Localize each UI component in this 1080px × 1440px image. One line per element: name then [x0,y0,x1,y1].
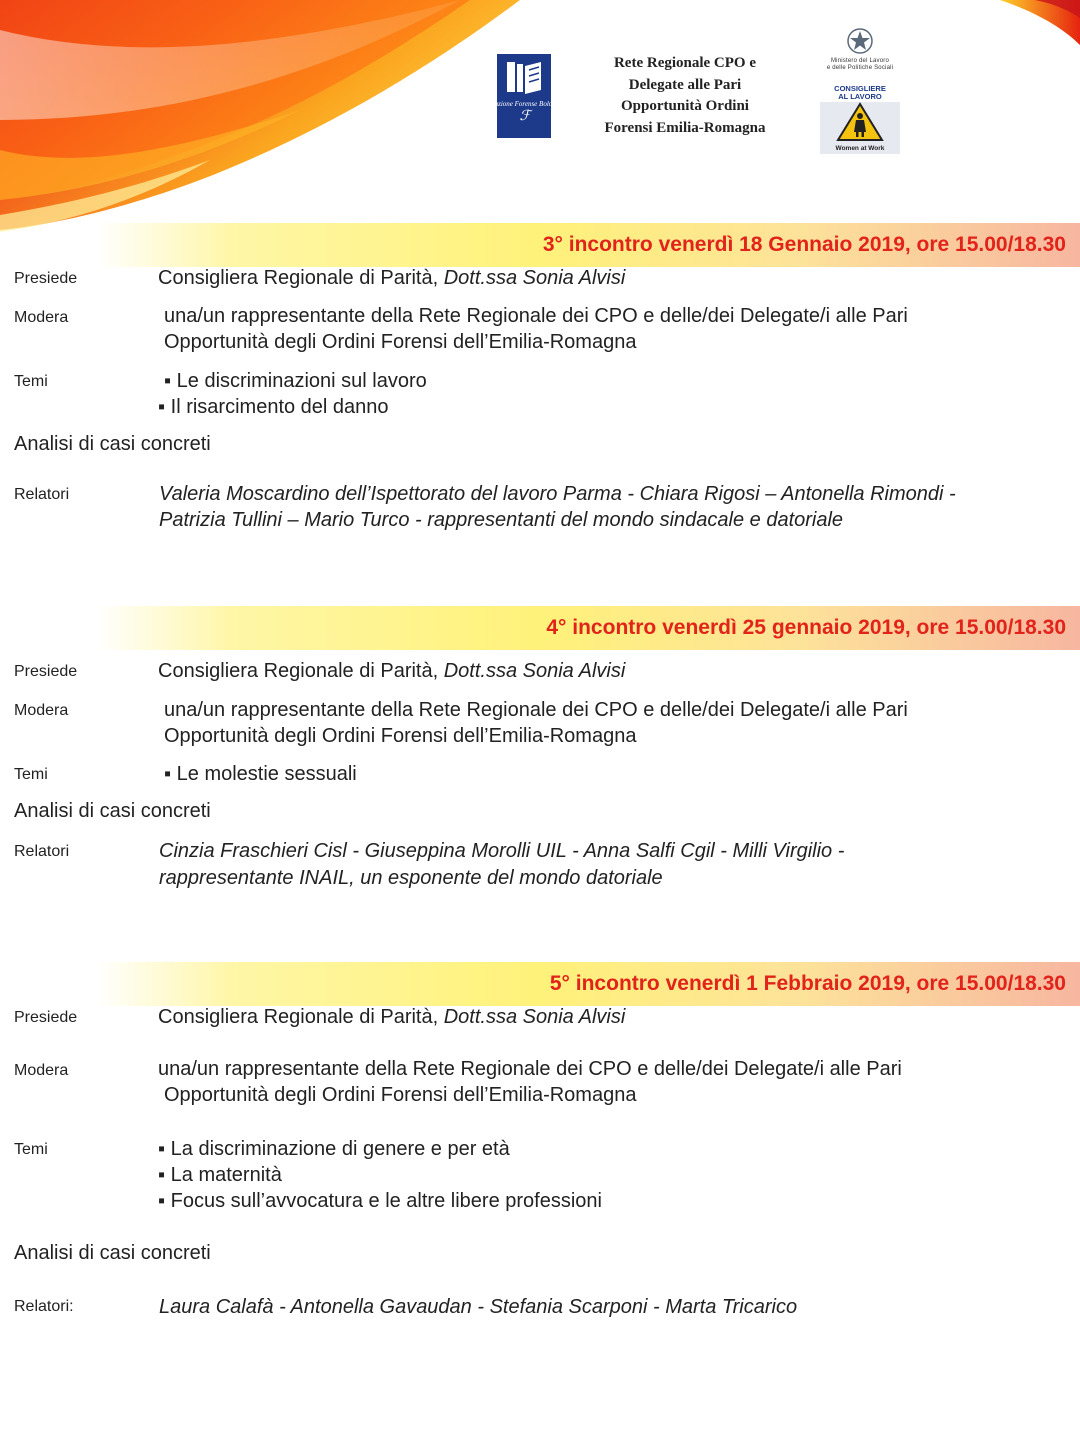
presiede-label: Presiede [14,663,78,680]
analisi-heading: Analisi di casi concreti [14,800,211,822]
header-title-line: Rete Regionale CPO e [613,55,757,71]
italian-emblem-icon [846,26,874,56]
fondazione-forense-logo [479,54,569,138]
presiede-name: Dott.ssa Sonia Alvisi [443,267,626,289]
relatori-label: Relatori [14,486,70,503]
tema-item: ▪ La maternità [158,1164,282,1186]
relatori-line: Laura Calafà - Antonella Gavaudan - Stefania Scarponi - Marta Tricarico [159,1296,798,1318]
relatori-line: Valeria Moscardino dell’Ispettorato del lavoro Parma - Chiara Rigosi – Antonella Rimondi - [159,483,956,505]
tema-item: ▪ Le discriminazioni sul lavoro [164,370,427,392]
modera-line: Opportunità degli Ordini Forensi dell’Emilia-Romagna [164,1084,637,1106]
modera-line: una/un rappresentante della Rete Regionale dei CPO e delle/dei Delegate/i alle Pari [158,1058,902,1080]
ministry-line: Ministero del Lavoro [830,58,890,64]
women-at-work-sign-icon [820,82,900,154]
presiede-value [158,265,625,291]
session-3-title: 3° incontro venerdì 18 Gennaio 2019, ore 15.00/18.30 [542,233,1066,256]
session-4-title: 4° incontro venerdì 25 gennaio 2019, ore 15.00/18.30 [546,616,1066,639]
temi-label: Temi [14,766,48,783]
logo-left-mark: ℱ [519,109,531,124]
tema-item: ▪ La discriminazione di genere e per età [158,1138,510,1160]
relatori-line: Cinzia Fraschieri Cisl - Giuseppina Morolli UIL - Anna Salfi Cgil - Milli Virgilio - [159,840,845,862]
presiede-label: Presiede [14,270,78,287]
presiede-value [158,1004,625,1030]
temi-label: Temi [14,1141,48,1158]
temi-label: Temi [14,373,48,390]
tema-item: ▪ Le molestie sessuali [164,763,357,785]
relatori-line: Patrizia Tullini – Mario Turco - rappresentanti del mondo sindacale e datoriale [159,509,844,531]
analisi-heading: Analisi di casi concreti [14,433,211,455]
sign-line-2: AL LAVORO [838,92,882,101]
modera-line: Opportunità degli Ordini Forensi dell’Emilia-Romagna [164,725,637,747]
presiede-name: Dott.ssa Sonia Alvisi [443,660,626,682]
tema-item: ▪ Il risarcimento del danno [158,396,389,418]
analisi-heading: Analisi di casi concreti [14,1242,211,1264]
header-title-line: Delegate alle Pari [628,76,742,93]
session-4-banner [96,606,1080,650]
logo-left-caption: Fondazione Forense Bolognese [479,100,569,108]
tema-item: ▪ Focus sull’avvocatura e le altre libere professioni [158,1190,602,1212]
presiede-role: Consigliera Regionale di Parità, [158,267,444,289]
header-title-line: Forensi Emilia-Romagna [604,119,766,136]
session-5-title: 5° incontro venerdì 1 Febbraio 2019, ore 15.00/18.30 [549,972,1066,995]
header-title [572,53,798,139]
modera-label: Modera [14,1062,69,1079]
sign-line-3: Women at Work [835,145,885,152]
relatori-label: Relatori [14,843,70,860]
session-5-banner [96,962,1080,1006]
relatori-label: Relatori: [14,1298,74,1315]
modera-label: Modera [14,309,69,326]
sign-line-1: CONSIGLIERE [834,84,886,93]
header-title-line: Opportunità Ordini [621,98,749,114]
modera-line: una/un rappresentante della Rete Regionale dei CPO e delle/dei Delegate/i alle Pari [164,699,908,721]
consigliere-logo [818,26,902,154]
modera-label: Modera [14,702,69,719]
presiede-role: Consigliera Regionale di Parità, [158,1006,444,1028]
presiede-value [158,658,625,684]
modera-line: una/un rappresentante della Rete Regionale dei CPO e delle/dei Delegate/i alle Pari [164,305,908,327]
presiede-name: Dott.ssa Sonia Alvisi [443,1006,626,1028]
presiede-label: Presiede [14,1009,78,1026]
ministry-line: e delle Politiche Sociali [826,65,894,71]
ministry-name [818,58,902,72]
session-3-banner [96,223,1080,267]
presiede-role: Consigliera Regionale di Parità, [158,660,444,682]
modera-line: Opportunità degli Ordini Forensi dell’Emilia-Romagna [164,331,637,353]
relatori-line: rappresentante INAIL, un esponente del mondo datoriale [159,867,663,889]
